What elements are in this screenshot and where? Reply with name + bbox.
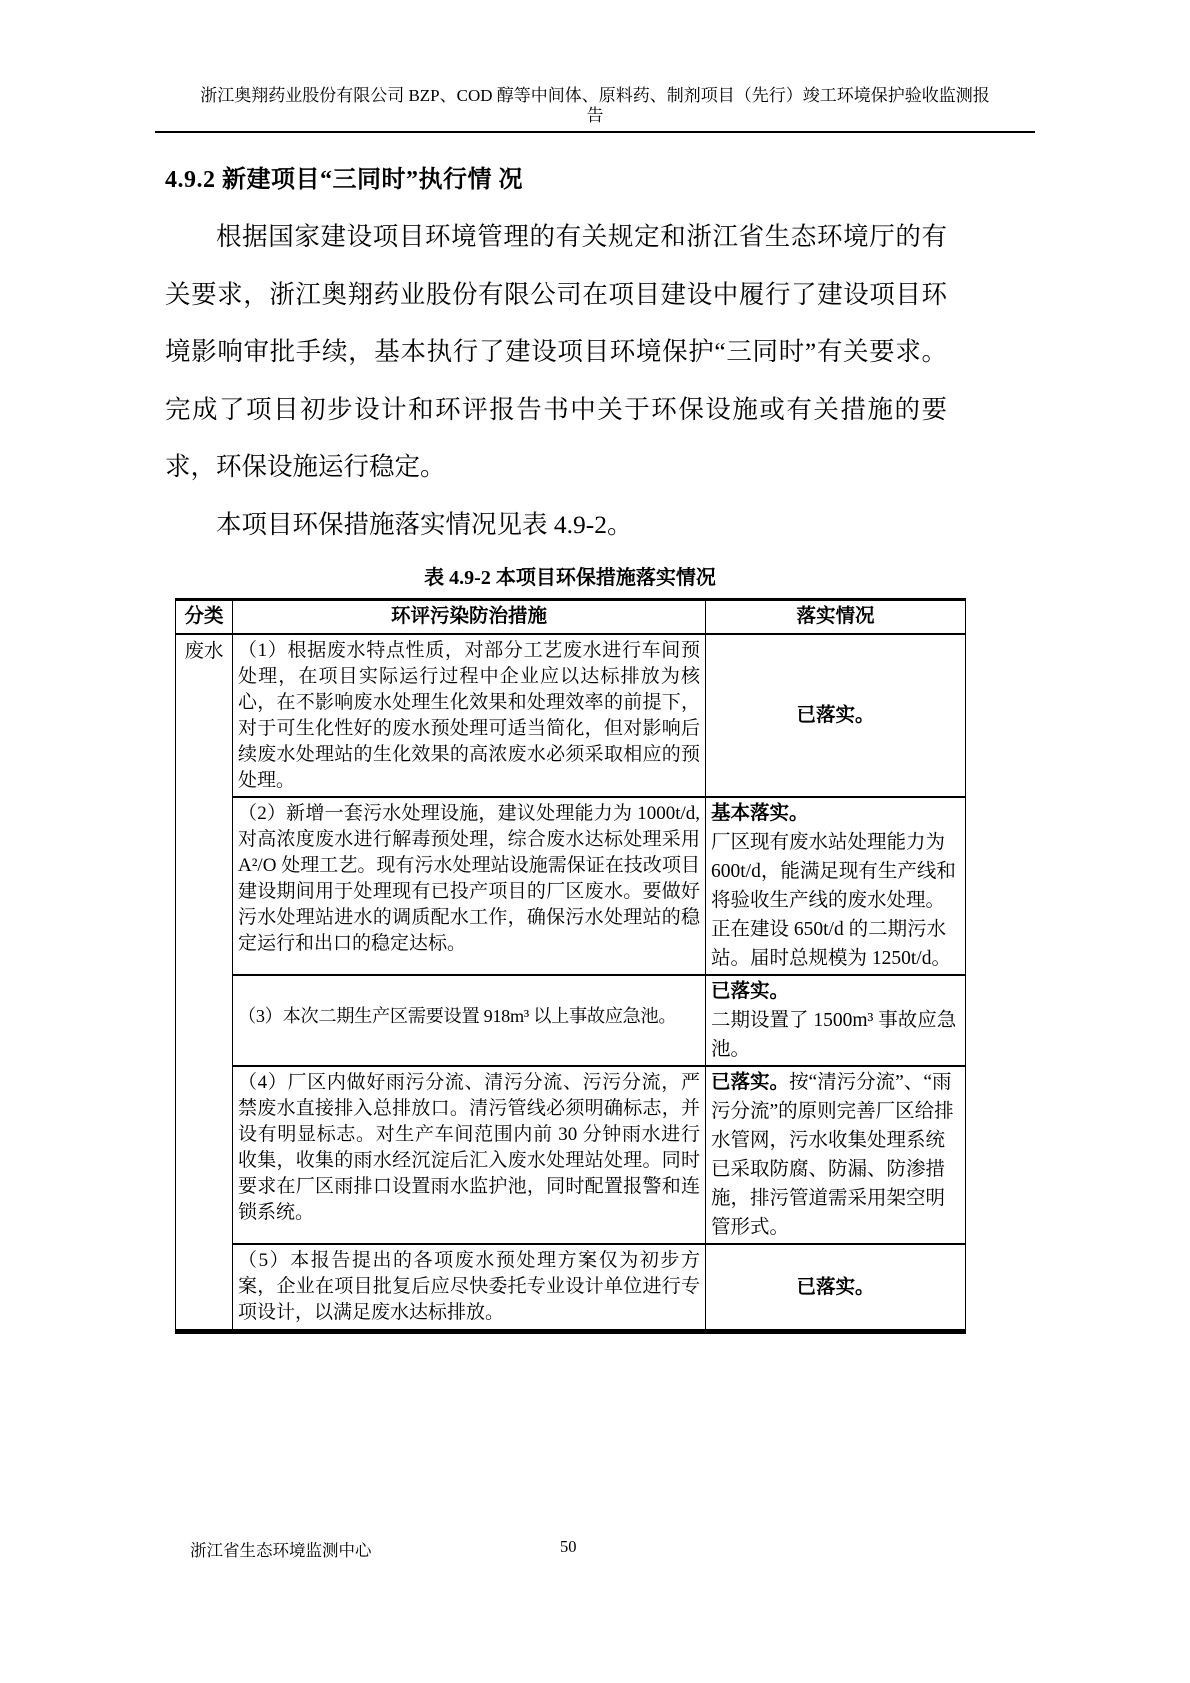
status-label: 已落实。 (796, 1276, 875, 1298)
column-header-measure: 环评污染防治措施 (233, 600, 706, 635)
measure-cell: （2）新增一套污水处理设施，建议处理能力为 1000t/d,对高浓度废水进行解毒预处理，综合废水达标处理采用 A²/O 处理工艺。现有污水处理站设施需保证在技改项目建设期间用于处理现有已投产项目的厂区废水。要做好污水处理站进水的调质配水工作，确保污水处理站的稳定运行和出口的稳定达标。 (233, 797, 706, 975)
column-header-category: 分类 (176, 600, 233, 635)
table-row (176, 797, 966, 975)
page-header (155, 86, 1035, 133)
measure-cell: （3）本次二期生产区需要设置 918m³ 以上事故应急池。 (233, 975, 706, 1066)
status-label: 基本落实。 (711, 803, 809, 825)
table-row (176, 1066, 966, 1244)
page-number: 50 (560, 1537, 577, 1556)
footer-organization: 浙江省生态环境监测中心 (190, 1541, 372, 1560)
status-cell (706, 1244, 966, 1331)
header-title-line1: 浙江奥翔药业股份有限公司 BZP、COD 醇等中间体、原料药、制剂项目（先行）竣工环境保护验收监测报 (200, 86, 990, 105)
status-label: 已落实。 (711, 981, 790, 1003)
header-title-line2: 告 (586, 106, 604, 125)
status-label: 已落实。 (711, 1072, 790, 1094)
table-row (176, 634, 966, 797)
status-cell (706, 975, 966, 1066)
status-cell (706, 797, 966, 975)
column-header-status: 落实情况 (706, 600, 966, 635)
table-title: 表 4.9-2 本项目环保措施落实情况 (424, 567, 716, 589)
status-detail: 按“清污分流”、“雨污分流”的原则完善厂区给排水管网，污水收集处理系统已采取防腐、防漏、防渗措施，排污管道需采用架空明管形式。 (711, 1072, 954, 1239)
measure-cell: （4）厂区内做好雨污分流、清污分流、污污分流，严禁废水直接排入总排放口。清污管线必须明确标志，并设有明显标志。对生产车间范围内前 30 分钟雨水进行收集，收集的雨水经沉淀后汇入废水处理站处理。同时要求在厂区雨排口设置雨水监护池，同时配置报警和连锁系统。 (233, 1066, 706, 1244)
paragraph-2: 本项目环保措施落实情况见表 4.9-2。 (216, 509, 633, 539)
table-row (176, 1244, 966, 1331)
measure-cell: （1）根据废水特点性质，对部分工艺废水进行车间预处理，在项目实际运行过程中企业应以达标排放为核心，在不影响废水处理生化效果和处理效率的前提下，对于可生化性好的废水预处理可适当简化，但对影响后续废水处理站的生化效果的高浓废水必须采取相应的预处理。 (233, 634, 706, 797)
env-measures-table (175, 598, 966, 1334)
measure-cell: （5）本报告提出的各项废水预处理方案仅为初步方案，企业在项目批复后应尽快委托专业设计单位进行专项设计，以满足废水达标排放。 (233, 1244, 706, 1331)
section-heading: 4.9.2 新建项目“三同时”执行情 况 (165, 167, 523, 193)
status-label: 已落实。 (796, 705, 875, 727)
table-header-row (176, 600, 966, 635)
category-cell: 废水 (176, 634, 233, 1332)
paragraph-1: 根据国家建设项目环境管理的有关规定和浙江省生态环境厅的有关要求，浙江奥翔药业股份有限公司在项目建设中履行了建设项目环境影响审批手续，基本执行了建设项目环境保护“三同时”有关要求。完成了项目初步设计和环评报告书中关于环保设施或有关措施的要求，环保设施运行稳定。 (165, 222, 947, 481)
table-row (176, 975, 966, 1066)
status-detail: 二期设置了 1500m³ 事故应急池。 (711, 1010, 957, 1061)
status-cell (706, 1066, 966, 1244)
status-detail: 厂区现有废水站处理能力为 600t/d，能满足现有生产线和将验收生产线的废水处理。正在建设 650t/d 的二期污水站。届时总规模为 1250t/d。 (711, 832, 956, 970)
status-cell (706, 634, 966, 797)
